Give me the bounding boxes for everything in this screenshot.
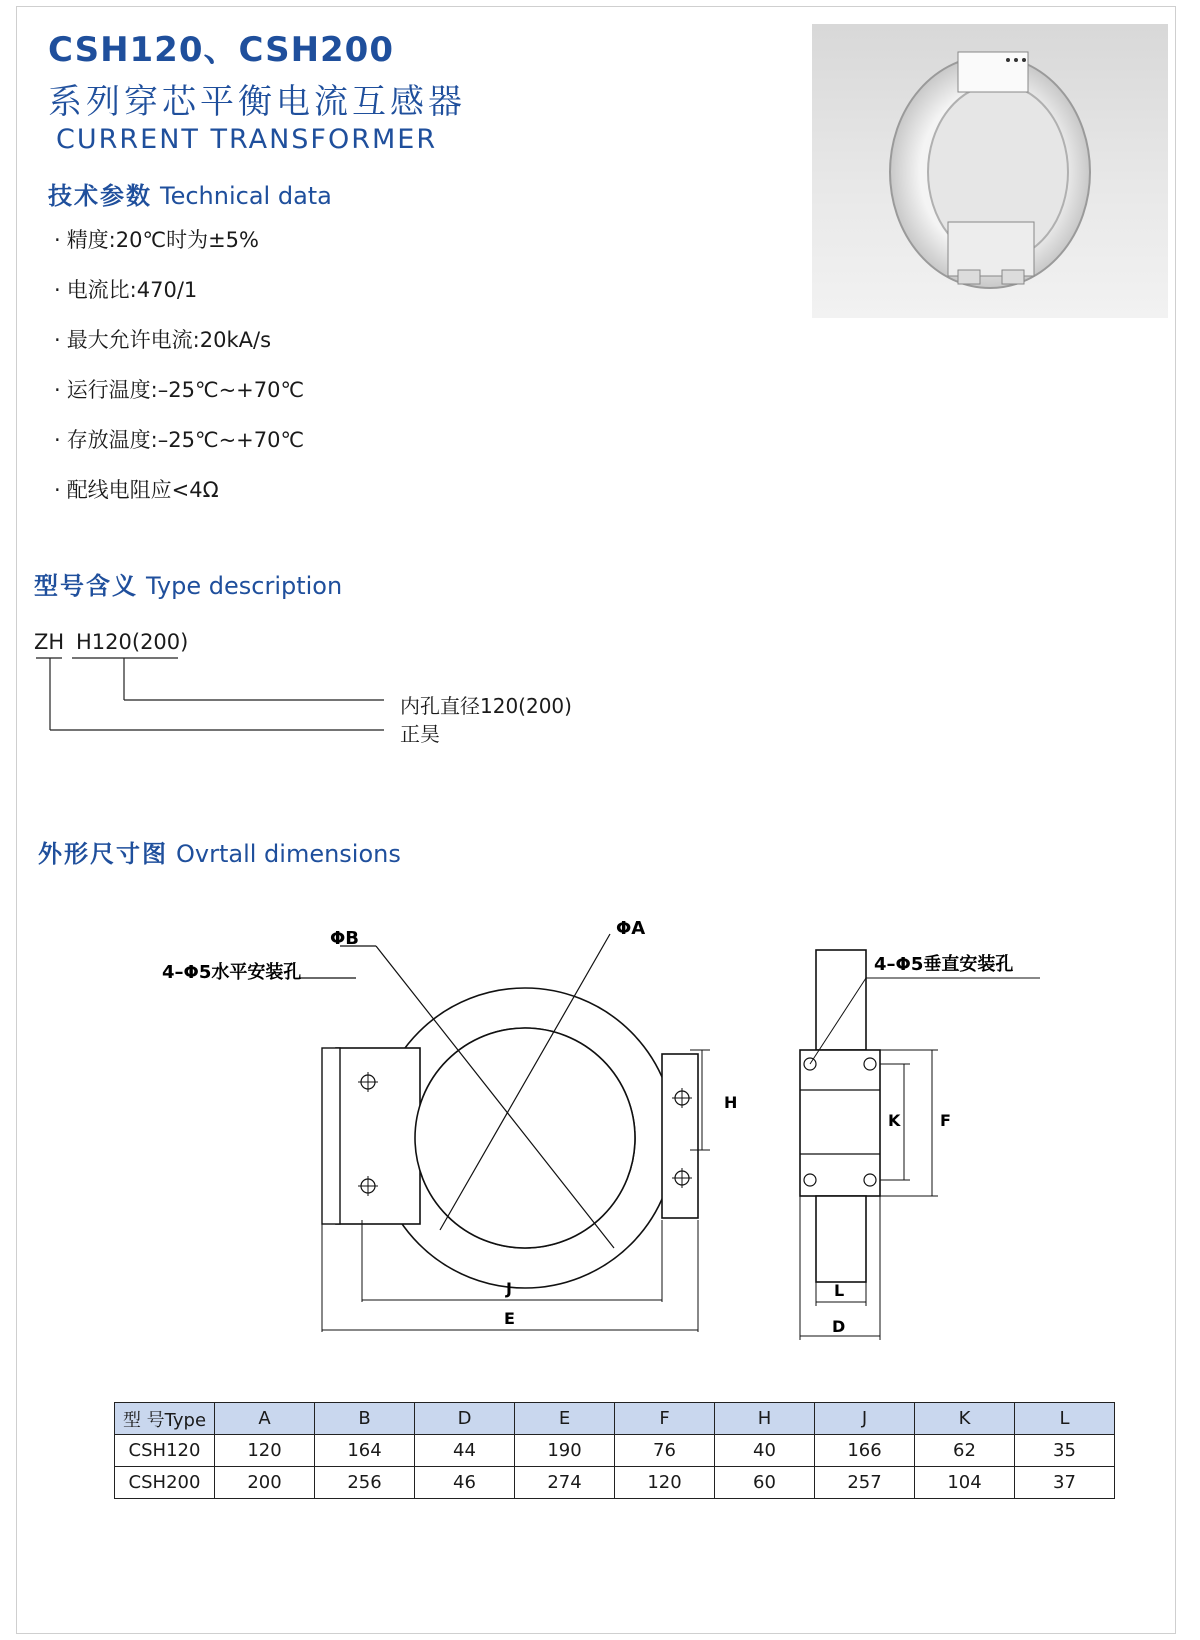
section-type-heading (34, 566, 342, 601)
table-header-cell: K (915, 1403, 1015, 1435)
label-vertical-holes: 4–Φ5垂直安装孔 (874, 954, 1014, 975)
table-cell: 46 (415, 1467, 515, 1499)
label-phi-b: ΦB (330, 928, 360, 949)
table-cell: 35 (1015, 1435, 1115, 1467)
table-cell: 166 (815, 1435, 915, 1467)
label-k: K (888, 1111, 901, 1130)
spec-text: 存放温度:–25℃~+70℃ (66, 428, 305, 452)
table-cell: 60 (715, 1467, 815, 1499)
table-cell: 190 (515, 1435, 615, 1467)
table-header-row (115, 1403, 1115, 1435)
spec-item: · 存放温度:–25℃~+70℃ (54, 428, 305, 452)
table-cell: 37 (1015, 1467, 1115, 1499)
side-view-drawing (770, 930, 1070, 1350)
label-d: D (832, 1317, 846, 1336)
section-technical-cn: 技术参数 (48, 182, 152, 210)
table-cell: 44 (415, 1435, 515, 1467)
product-title-cn: 系列穿芯平衡电流互感器 (48, 82, 466, 122)
type-label-brand: 正昊 (400, 722, 440, 746)
label-l: L (834, 1281, 845, 1300)
table-header-cell: 型 号Type (115, 1403, 215, 1435)
table-header-cell: L (1015, 1403, 1115, 1435)
spec-text: 配线电阻应<4Ω (66, 478, 219, 502)
product-title-en: CURRENT TRANSFORMER (56, 124, 438, 155)
table-header-cell: F (615, 1403, 715, 1435)
spec-text: 最大允许电流:20kA/s (66, 328, 272, 352)
table-cell: CSH200 (115, 1467, 215, 1499)
section-dimensions-heading (38, 834, 401, 869)
section-dimensions-en: Ovrtall dimensions (176, 840, 401, 868)
table-cell: 62 (915, 1435, 1015, 1467)
table-cell: 120 (215, 1435, 315, 1467)
transformer-photo-illustration (812, 24, 1168, 318)
spec-item: · 运行温度:–25℃~+70℃ (54, 378, 305, 402)
table-row (115, 1467, 1115, 1499)
table-row (115, 1435, 1115, 1467)
table-cell: CSH120 (115, 1435, 215, 1467)
table-cell: 40 (715, 1435, 815, 1467)
table-cell: 257 (815, 1467, 915, 1499)
spec-item: · 精度:20℃时为±5% (54, 228, 259, 252)
section-technical-heading (48, 176, 332, 211)
type-code-prefix: ZH (34, 630, 65, 654)
section-dimensions-cn: 外形尺寸图 (38, 840, 168, 868)
table-header-cell: D (415, 1403, 515, 1435)
section-technical-en: Technical data (160, 182, 332, 210)
table-cell: 274 (515, 1467, 615, 1499)
type-label-hole: 内孔直径120(200) (400, 694, 572, 718)
table-header-cell: A (215, 1403, 315, 1435)
label-h: H (724, 1093, 738, 1112)
section-type-en: Type description (146, 572, 343, 600)
spec-item: · 电流比:470/1 (54, 278, 198, 302)
spec-item: · 最大允许电流:20kA/s (54, 328, 272, 352)
dimensions-table (114, 1402, 1115, 1499)
table-header-cell: B (315, 1403, 415, 1435)
label-e: E (504, 1309, 515, 1328)
spec-text: 精度:20℃时为±5% (66, 228, 259, 252)
product-photo (812, 24, 1168, 318)
spec-item: · 配线电阻应<4Ω (54, 478, 219, 502)
table-header-cell: H (715, 1403, 815, 1435)
table-header-cell: J (815, 1403, 915, 1435)
type-code-suffix: H120(200) (76, 630, 189, 654)
type-code-leader-lines (0, 640, 420, 750)
label-phi-a: ΦA (616, 918, 646, 939)
table-cell: 164 (315, 1435, 415, 1467)
table-cell: 256 (315, 1467, 415, 1499)
table-cell: 76 (615, 1435, 715, 1467)
label-f: F (940, 1111, 951, 1130)
section-type-cn: 型号含义 (34, 572, 138, 600)
table-cell: 200 (215, 1467, 315, 1499)
table-cell: 104 (915, 1467, 1015, 1499)
label-horizontal-holes: 4–Φ5水平安装孔 (162, 962, 302, 983)
model-title: CSH120、CSH200 (48, 30, 394, 70)
table-header-cell: E (515, 1403, 615, 1435)
table-cell: 120 (615, 1467, 715, 1499)
label-j: J (506, 1279, 512, 1298)
front-view-drawing (150, 918, 750, 1350)
spec-text: 运行温度:–25℃~+70℃ (66, 378, 305, 402)
spec-text: 电流比:470/1 (66, 278, 198, 302)
